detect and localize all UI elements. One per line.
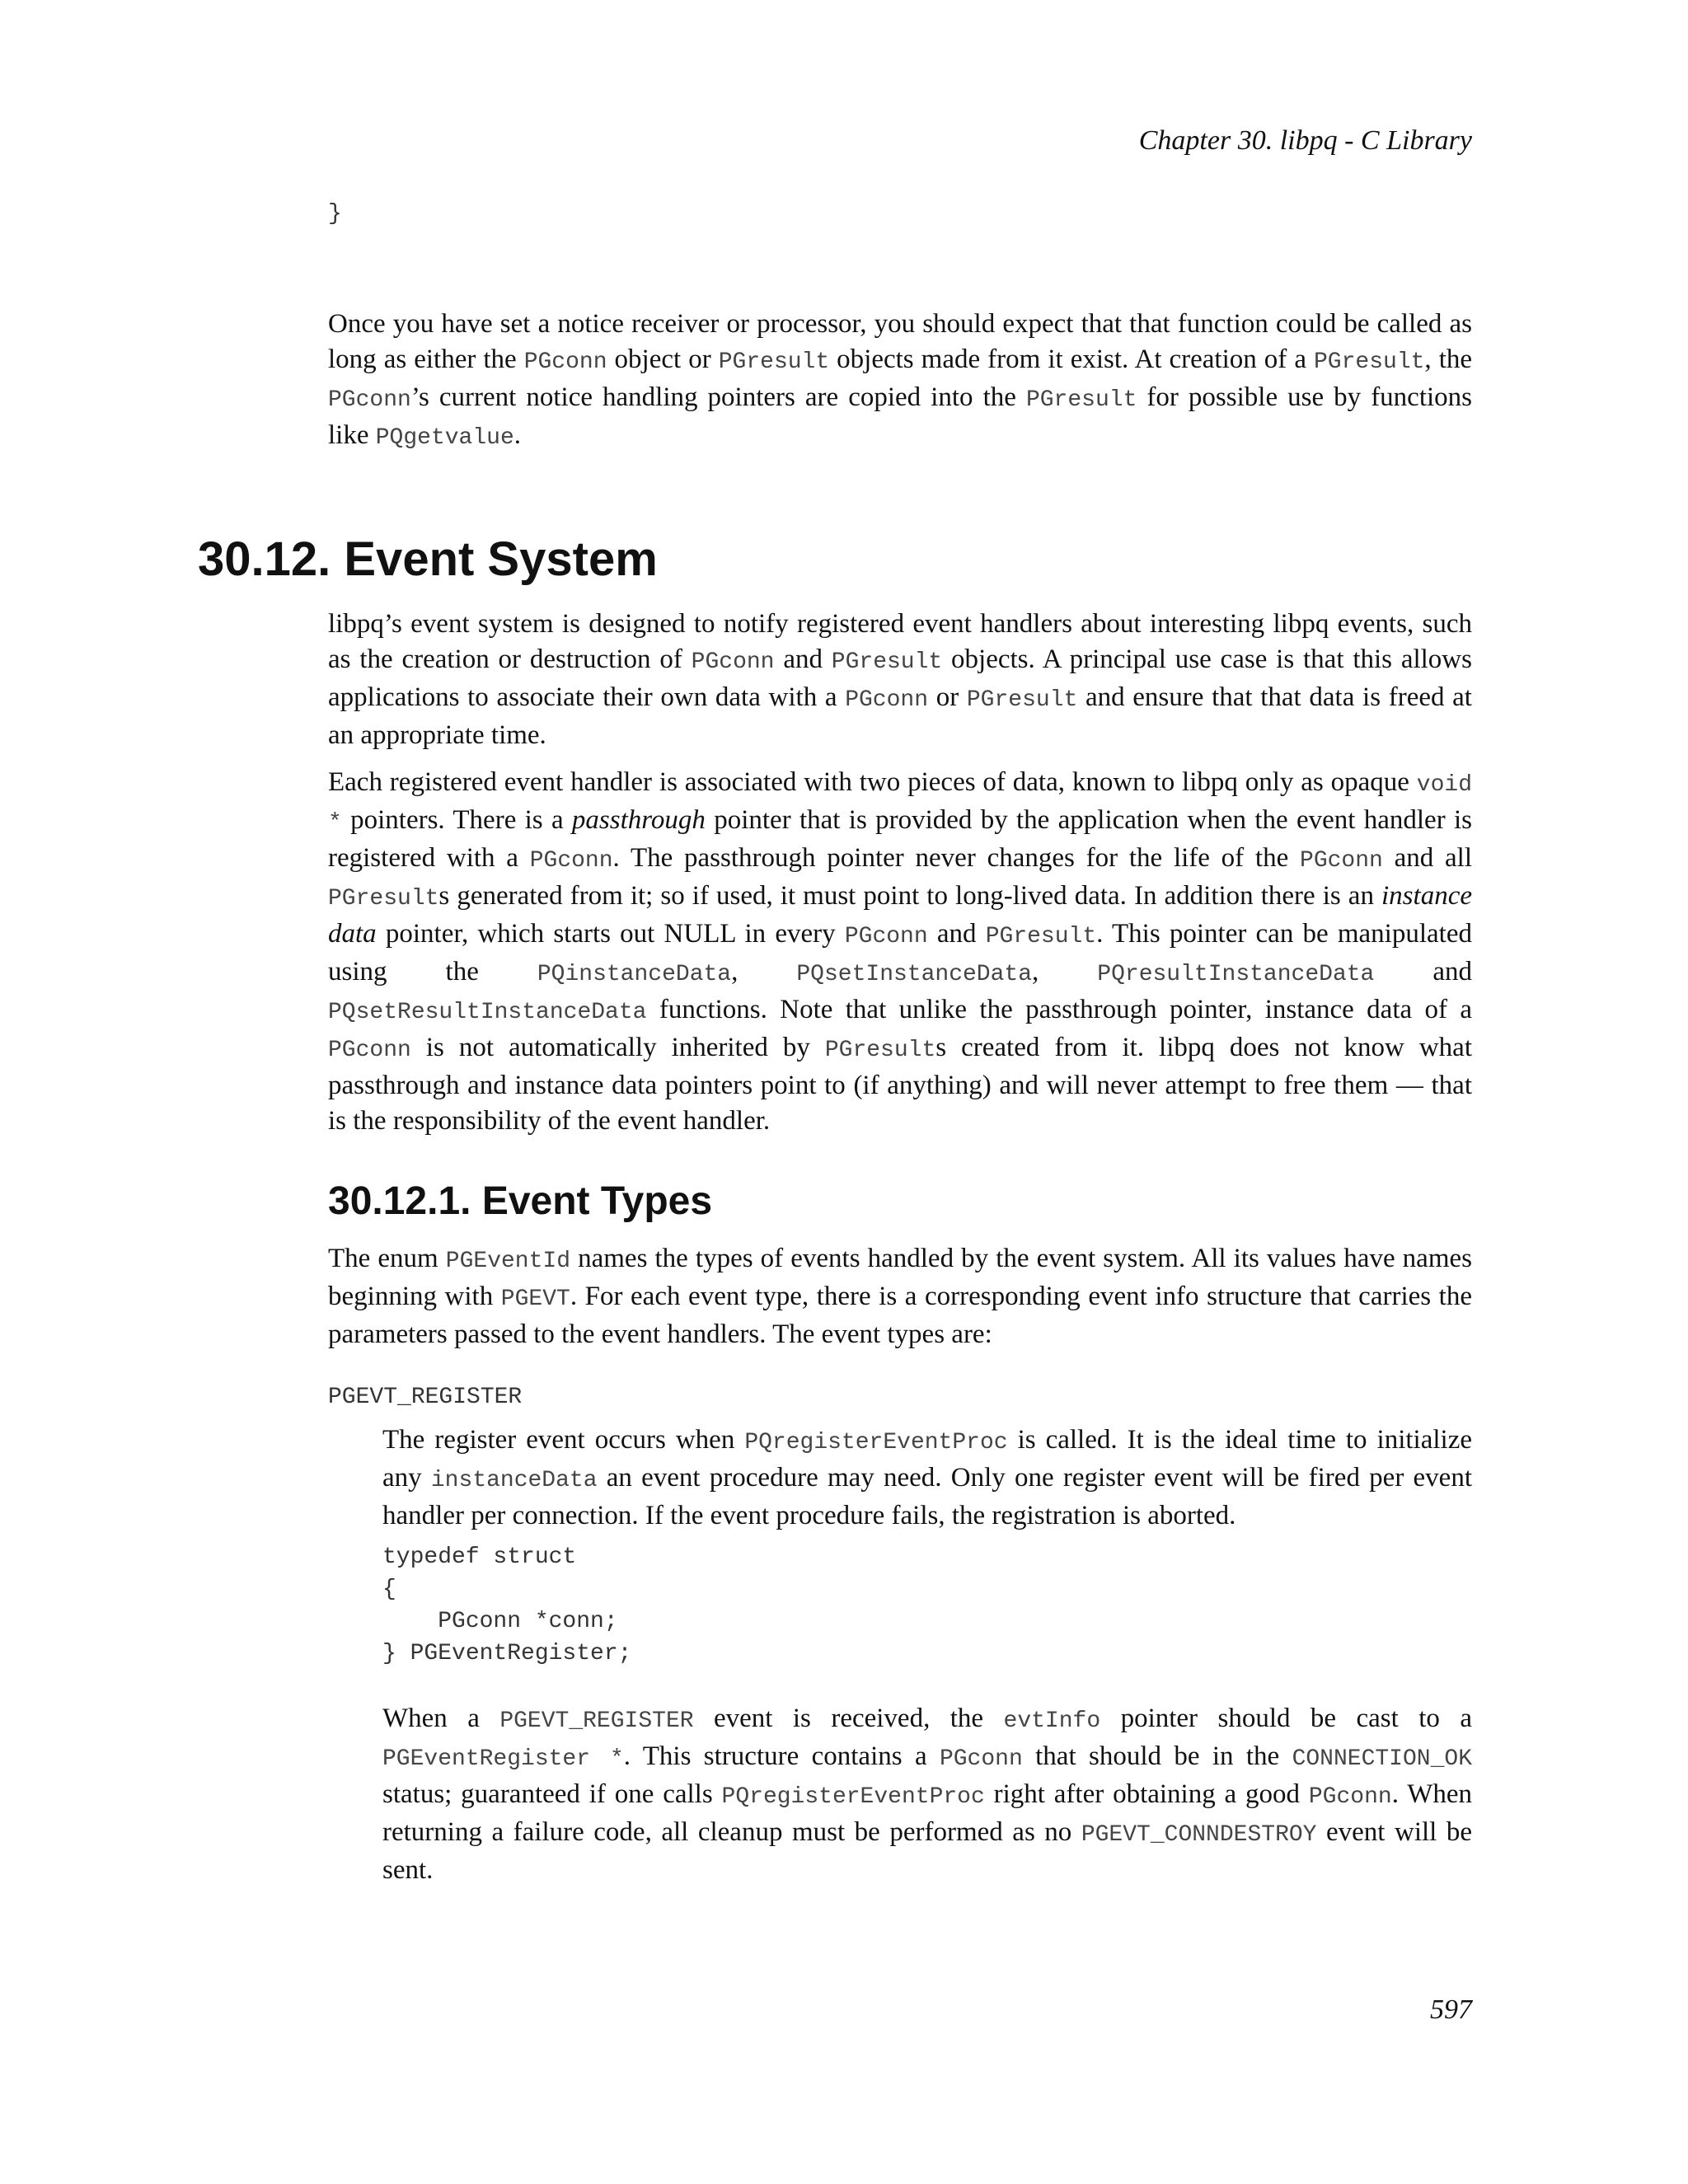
paragraph-handler-data: Each registered event handler is associated with two pieces of data, known to libpq only as opaque void * pointers. There is a passthrough pointer that is provided by the application when the event handler is registered with a PGconn. The passthrough pointer never changes for the life of the PGconn and all PGresults generated from it; so if used, it must point to long-lived data. In addition there is an instance data pointer, which starts out NULL in every PGconn and PGresult. This pointer can be manipulated using the PQinstanceData, PQsetInstanceData, PQresultInstanceData and PQsetResultInstanceData functions. Note that unlike the passthrough pointer, instance data of a PGconn is not automatically inherited by PGresults created from it. libpq does not know what passthrough and instance data pointers point to (if anything) and will never attempt to free them — that is the responsibility of the event handler. (328, 767, 1473, 1136)
term-pgevt-register: PGEVT_REGISTER (328, 1385, 523, 1410)
code-pgeventregister-struct: typedef struct { PGconn *conn; } PGEventRegister; (382, 1544, 632, 1666)
subsection-heading: 30.12.1. Event Types (328, 1179, 713, 1223)
code-closing-brace: } (328, 201, 342, 227)
section-heading: 30.12. Event System (198, 532, 658, 586)
paragraph-register-event: The register event occurs when PQregisterEventProc is called. It is the ideal time to initialize any instanceData an event procedure may need. Only one register event will be fired per event handler per connection. If the event procedure fails, the registration is aborted. (382, 1425, 1472, 1530)
page-number: 597 (1430, 1994, 1472, 2025)
paragraph-register-when: When a PGEVT_REGISTER event is received, the evtInfo pointer should be cast to a PGEventRegister *. This structure contains a PGconn that should be in the CONNECTION_OK status; guaranteed if one calls PQregisterEventProc right after obtaining a good PGconn. When returning a failure code, all cleanup must be performed as no PGEVT_CONNDESTROY event will be sent. (382, 1704, 1472, 1885)
paragraph-event-types: The enum PGEventId names the types of events handled by the event system. All its values have names beginning with PGEVT. For each event type, there is a corresponding event info structure that carries the parameters passed to the event handlers. The event types are: (328, 1244, 1472, 1349)
paragraph-notice-receiver: Once you have set a notice receiver or processor, you should expect that that function could be called as long as either the PGconn object or PGresult objects made from it exist. At creation of a PGresult, the PGconn’s current notice handling pointers are copied into the PGresult for possible use by functions like PQgetvalue. (328, 309, 1473, 451)
paragraph-event-system-intro: libpq’s event system is designed to notify registered event handlers about interesting libpq events, such as the creation or destruction of PGconn and PGresult objects. A principal use case is that this allows applications to associate their own data with a PGconn or PGresult and ensure that that data is freed at an appropriate time. (328, 609, 1472, 750)
running-header: Chapter 30. libpq - C Library (1138, 125, 1472, 156)
